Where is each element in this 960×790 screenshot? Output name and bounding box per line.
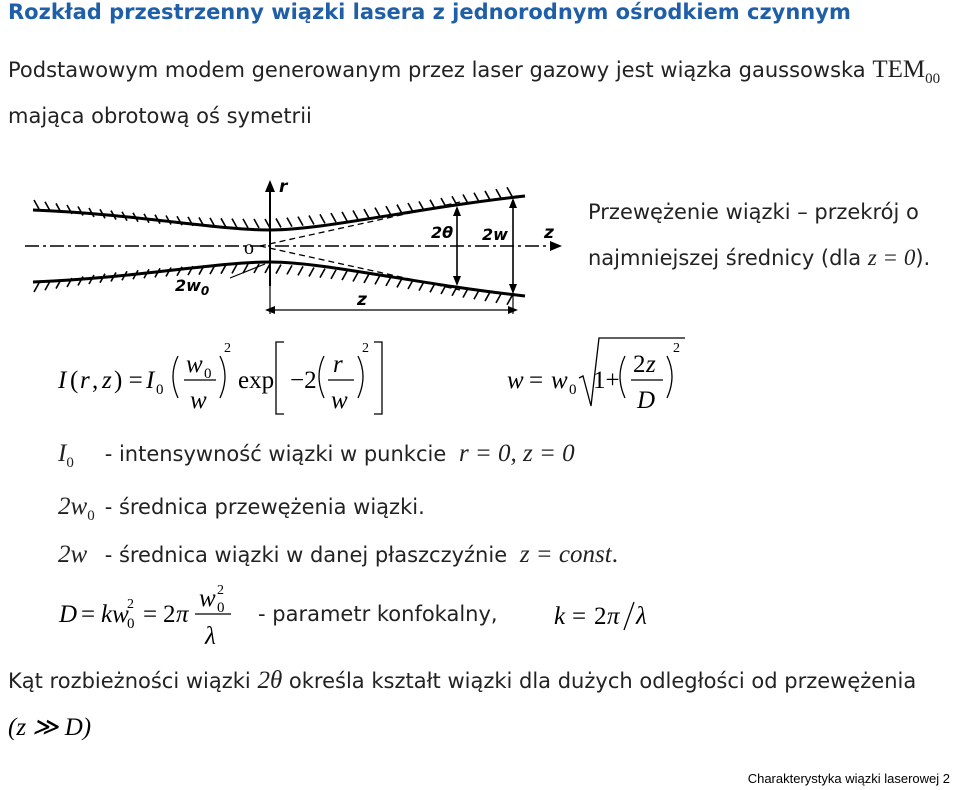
- hatch-mark: [320, 269, 325, 278]
- svg-text:2: 2: [127, 597, 134, 612]
- hatch-mark: [34, 283, 39, 292]
- hatch-mark: [331, 213, 336, 222]
- waist-note-math: z = 0: [867, 245, 916, 270]
- def-i0-text: - intensywność wiązki w punkcie: [104, 442, 447, 466]
- svg-text:w: w: [186, 351, 203, 378]
- hatch-mark: [507, 296, 512, 305]
- def-d-text: - parametr konfokalny,: [258, 602, 498, 626]
- label-r: r: [279, 178, 288, 197]
- label-two-w0-main: 2w: [175, 276, 201, 295]
- intro-line-2: mająca obrotową oś symetrii: [8, 104, 312, 128]
- r-axis-arrowhead: [265, 180, 275, 192]
- hatch-mark: [331, 270, 336, 279]
- gaussian-beam-diagram: [25, 178, 565, 318]
- def-i0-symbol: [58, 440, 98, 471]
- svg-text:D: D: [59, 601, 78, 628]
- label-z-axis: z: [544, 223, 554, 243]
- svg-text:π: π: [176, 601, 189, 628]
- def-w0-symbol: [58, 493, 98, 524]
- def-w-end: .: [611, 541, 618, 568]
- svg-text:2: 2: [673, 341, 680, 356]
- hatch-mark: [298, 266, 303, 275]
- hatch-mark: [507, 187, 512, 196]
- hatch-mark: [276, 265, 281, 274]
- hatch-mark: [342, 212, 347, 221]
- label-two-w0: [175, 276, 209, 298]
- hatch-mark: [342, 271, 347, 280]
- def-w0-text: - średnica przewężenia wiązki.: [104, 495, 425, 519]
- hatch-mark: [254, 219, 259, 228]
- conclusion-condition: (z ≫ D): [8, 714, 92, 741]
- hatch-mark: [232, 264, 237, 273]
- label-z-bottom: z: [357, 290, 367, 310]
- svg-text:=: =: [529, 367, 544, 394]
- label-origin: o: [244, 237, 254, 259]
- hatch-mark: [287, 265, 292, 274]
- svg-text:r: r: [80, 367, 90, 394]
- waist-note-line-2: [588, 245, 930, 271]
- svg-text:w: w: [199, 585, 216, 612]
- hatch-mark: [353, 273, 358, 282]
- hatch-mark: [276, 218, 281, 227]
- two-w-arrow-up: [509, 198, 517, 208]
- svg-text:=: =: [143, 601, 158, 628]
- svg-text:I: I: [146, 367, 155, 394]
- def-w-text: - średnica wiązki w danej płaszczyźnie: [104, 543, 508, 567]
- svg-text:π: π: [607, 603, 620, 630]
- hatch-mark: [496, 189, 501, 198]
- svg-text:=: =: [81, 601, 96, 628]
- svg-text:z: z: [102, 367, 112, 394]
- svg-text:1+: 1+: [593, 367, 620, 394]
- svg-text:,: ,: [92, 367, 99, 394]
- def-w-math: z = const: [519, 541, 612, 568]
- hatch-mark: [243, 219, 248, 228]
- svg-text:(: (: [70, 367, 79, 394]
- tem-label: TEM: [872, 56, 926, 83]
- label-two-w: 2w: [482, 225, 508, 244]
- svg-text:2: 2: [217, 583, 224, 598]
- hatch-mark: [375, 208, 380, 217]
- svg-text:0: 0: [217, 600, 225, 616]
- intro-line-1: [8, 56, 941, 87]
- conclusion-suffix: określa kształt wiązki dla dużych odległości od przewężenia: [288, 669, 917, 693]
- hatch-mark: [375, 275, 380, 284]
- svg-text:=: =: [572, 603, 587, 630]
- svg-text:z: z: [646, 351, 656, 378]
- def-i0-sub: 0: [66, 455, 74, 471]
- def-w0-sym: 2w: [58, 493, 88, 520]
- svg-text:w: w: [331, 387, 348, 414]
- hatch-mark: [320, 214, 325, 223]
- wavenumber-formula: [550, 596, 660, 636]
- label-two-w0-sub: 0: [200, 284, 210, 298]
- svg-text:I: I: [58, 367, 67, 394]
- tem-subscript: 00: [925, 71, 941, 87]
- hatch-mark: [364, 274, 369, 283]
- hatch-mark: [353, 210, 358, 219]
- def-w-symbol: 2w: [58, 541, 88, 568]
- svg-text:2: 2: [633, 351, 646, 378]
- svg-text:2: 2: [163, 601, 176, 628]
- hatch-mark: [474, 290, 479, 299]
- def-i0-math: r = 0, z = 0: [458, 440, 575, 467]
- svg-text:λ: λ: [636, 603, 647, 630]
- waist-note-suffix: ).: [915, 246, 931, 270]
- confocal-parameter-formula: [55, 578, 255, 650]
- svg-text:k: k: [554, 603, 566, 630]
- svg-text:0: 0: [204, 366, 212, 382]
- svg-text:−2: −2: [290, 367, 317, 394]
- svg-text:w: w: [507, 367, 524, 394]
- svg-text:2: 2: [224, 341, 231, 356]
- hatch-mark: [309, 216, 314, 225]
- svg-text:kw: kw: [101, 601, 129, 628]
- svg-text:2: 2: [594, 603, 607, 630]
- svg-text:λ: λ: [205, 623, 216, 650]
- def-w0: [58, 493, 425, 524]
- svg-text:0: 0: [569, 382, 577, 398]
- intro-text: Podstawowym modem generowanym przez laser gazowy jest wiązka gaussowska: [8, 58, 866, 82]
- two-theta-arrow-down: [453, 276, 461, 286]
- svg-text:2: 2: [362, 341, 369, 356]
- svg-text:0: 0: [156, 382, 164, 398]
- page-title: Rozkład przestrzenny wiązki lasera z jednorodnym ośrodkiem czynnym: [8, 0, 851, 24]
- svg-text:0: 0: [127, 616, 135, 632]
- hatch-mark: [386, 206, 391, 215]
- waist-note-prefix: najmniejszej średnicy (dla: [588, 246, 862, 270]
- svg-text:w: w: [551, 367, 568, 394]
- intensity-formula: [50, 336, 450, 420]
- tem-symbol: [872, 56, 941, 87]
- def-w: [58, 541, 618, 569]
- def-i0: [58, 440, 575, 471]
- hatch-mark: [364, 209, 369, 218]
- svg-text:) =: ) =: [114, 367, 143, 394]
- hatch-mark: [474, 193, 479, 202]
- hatch-mark: [34, 200, 39, 209]
- hatch-mark: [309, 267, 314, 276]
- conclusion-math: 2θ: [257, 667, 283, 694]
- hatch-mark: [397, 205, 402, 214]
- two-theta-arrow-up: [453, 206, 461, 216]
- conclusion-line: [8, 667, 916, 695]
- def-w0-sub: 0: [87, 508, 95, 524]
- svg-text:exp: exp: [238, 367, 275, 394]
- conclusion-prefix: Kąt rozbieżności wiązki: [8, 669, 251, 693]
- hatch-mark: [485, 292, 490, 301]
- hatch-mark: [287, 218, 292, 227]
- hatch-mark: [298, 217, 303, 226]
- hatch-mark: [397, 278, 402, 287]
- hatch-mark: [485, 191, 490, 200]
- slide-footer: Charakterystyka wiązki laserowej 2: [747, 771, 950, 786]
- hatch-mark: [496, 294, 501, 303]
- hatch-mark: [386, 277, 391, 286]
- beam-width-formula: [505, 332, 705, 416]
- svg-text:r: r: [333, 351, 343, 378]
- svg-text:D: D: [637, 387, 656, 414]
- def-i0-sym: I: [58, 440, 67, 467]
- hatch-mark: [232, 219, 237, 228]
- label-two-theta: 2θ: [431, 223, 454, 242]
- waist-note-line-1: Przewężenie wiązki – przekrój o: [588, 200, 919, 224]
- svg-text:w: w: [190, 387, 207, 414]
